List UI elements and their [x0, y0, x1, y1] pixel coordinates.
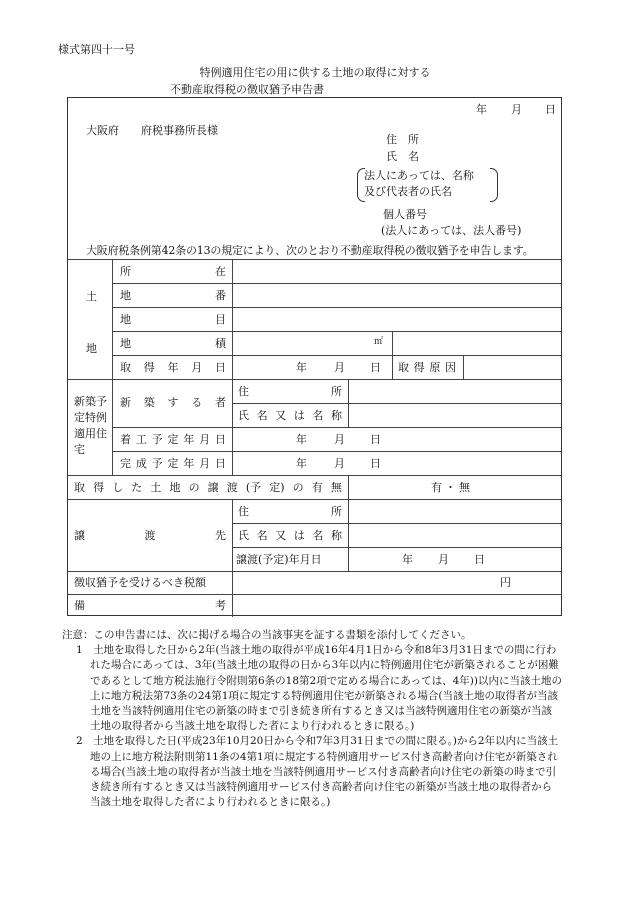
corp-name-line-1: 法人にあっては、名称 [364, 169, 474, 182]
date-year[interactable]: 年 [476, 103, 487, 116]
housing-label-1: 新築予 [74, 395, 107, 408]
acq-year[interactable]: 年 [296, 361, 307, 374]
housing-label-3: 適用住 [74, 427, 107, 440]
form-title-line-1: 特例適用住宅の用に供する土地の取得に対する [199, 66, 431, 79]
transfer-year[interactable]: 年 [402, 553, 413, 566]
rule [67, 259, 562, 260]
rule [67, 571, 562, 572]
rule [112, 259, 113, 475]
complete-day[interactable]: 日 [370, 457, 381, 470]
corp-name-line-2: 及び代表者の氏名 [364, 185, 452, 198]
rule [67, 594, 562, 595]
yen-unit: 円 [500, 576, 511, 589]
transfer-flag-label: 取 得 し た 土 地 の 譲 渡 (予 定) の 有 無 [74, 481, 342, 494]
rule [392, 331, 393, 379]
rule [112, 451, 562, 452]
addressee: 大阪府 府税事務所長様 [86, 124, 218, 137]
rule [232, 499, 233, 617]
deferred-tax-label: 徴収猶予を受けるべき税額 [74, 576, 206, 589]
transfer-flag-choice[interactable]: 有・無 [431, 481, 473, 494]
remarks-label: 備 考 [74, 599, 226, 612]
rule [232, 403, 562, 404]
land-label-2: 地 [86, 342, 97, 355]
rule [348, 475, 349, 499]
completion-date-label: 完 成 予 定 年 月 日 [120, 457, 226, 470]
rule [112, 283, 562, 284]
rule [112, 331, 562, 332]
acq-month[interactable]: 月 [334, 361, 345, 374]
area-unit: ㎡ [374, 337, 384, 347]
note-item-1: 1 土地を取得した日から2年(当該土地の取得が平成16年4月1日から令和8年3月31日までの間に行われた場合にあっては、3年(当該土地の取得の日から3年以内に特例適用住宅が新築されることが困難であるとして地方税法施行令附則第6条の18第2項で定める場合にあっては、4年))以内に当該土地の上に地方税法第73条の24第1項に規定する特例適用住宅が新築される場合(当該土地の取得者が当該土地を当該特例適用住宅の新築の時まで引き続き所有するとき又は当該特例適用住宅の新築が当該土地の取得者から当該土地を取得した者により行われるときに限る。) [76, 644, 562, 733]
builder-name-label: 氏 名 又 は 名 称 [238, 409, 342, 422]
rule [112, 307, 562, 308]
rule [348, 499, 349, 571]
start-day[interactable]: 日 [370, 433, 381, 446]
declaration-text: 大阪府税条例第42条の13の規定により、次のとおり不動産取得税の徴収猶予を申告します。 [86, 244, 534, 257]
rule [232, 547, 562, 548]
notes-section [62, 628, 562, 810]
form-title-line-2: 不動産取得税の徴収猶予申告書 [170, 83, 324, 96]
date-month[interactable]: 月 [511, 103, 522, 116]
rule [112, 355, 562, 356]
corporate-number-label: (法人にあっては、法人番号) [381, 224, 522, 237]
transfer-day[interactable]: 日 [474, 553, 485, 566]
transferee-name-label: 氏 名 又 は 名 称 [238, 529, 342, 542]
note-item-2: 2 土地を取得した日(平成23年10月20日から令和7年3月31日までの間に限る。)から2年以内に当該土地の上に地方税法附則第11条の4第1項に規定する特例適用サービス付き高齢者向け住宅が新築される場合(当該土地の取得者が当該土地を当該特例適用サービス付き高齢者向け住宅の新築の時まで引き続き所有するとき又は当該特例適用サービス付き高齢者向け住宅の新築が当該土地の取得者から当該土地を取得した者により行われるときに限る。) [76, 735, 559, 809]
acquisition-cause-label: 取 得 原 因 [398, 361, 456, 374]
land-category-label: 地 目 [120, 313, 226, 326]
rule [232, 259, 233, 475]
complete-year[interactable]: 年 [296, 457, 307, 470]
acq-day[interactable]: 日 [370, 361, 381, 374]
transferee-label: 譲 渡 先 [74, 529, 226, 542]
land-area-label: 地 積 [120, 337, 226, 350]
rule [67, 499, 562, 500]
builder-address-label: 住 所 [238, 385, 342, 398]
acquisition-date-label: 取 得 年 月 日 [120, 361, 226, 374]
personal-number-label: 個人番号 [383, 208, 427, 221]
start-month[interactable]: 月 [334, 433, 345, 446]
transfer-date-label: 譲渡(予定)年月日 [236, 553, 322, 566]
housing-label-4: 宅 [74, 443, 85, 456]
transfer-month[interactable]: 月 [438, 553, 449, 566]
rule [67, 475, 562, 476]
applicant-name-label: 氏 名 [386, 150, 419, 163]
transferee-address-label: 住 所 [238, 505, 342, 518]
land-location-label: 所 在 [120, 265, 226, 278]
applicant-address-label: 住 所 [386, 133, 419, 146]
notes-intro: 注意：この申告書には、次に掲げる場合の当該事実を証する書類を添付してください。 [62, 629, 472, 641]
rule [463, 355, 464, 379]
date-day[interactable]: 日 [545, 103, 556, 116]
form-number: 様式第四十一号 [58, 43, 135, 56]
housing-label-2: 定特例 [74, 411, 107, 424]
land-lot-number-label: 地 番 [120, 289, 226, 302]
rule [232, 523, 562, 524]
rule [348, 379, 349, 427]
rule [112, 427, 562, 428]
bracket-right [490, 168, 498, 202]
start-date-label: 着 工 予 定 年 月 日 [120, 433, 226, 446]
land-label-1: 土 [86, 290, 97, 303]
start-year[interactable]: 年 [296, 433, 307, 446]
builder-label: 新 築 す る 者 [120, 396, 226, 409]
rule [67, 379, 562, 380]
complete-month[interactable]: 月 [334, 457, 345, 470]
